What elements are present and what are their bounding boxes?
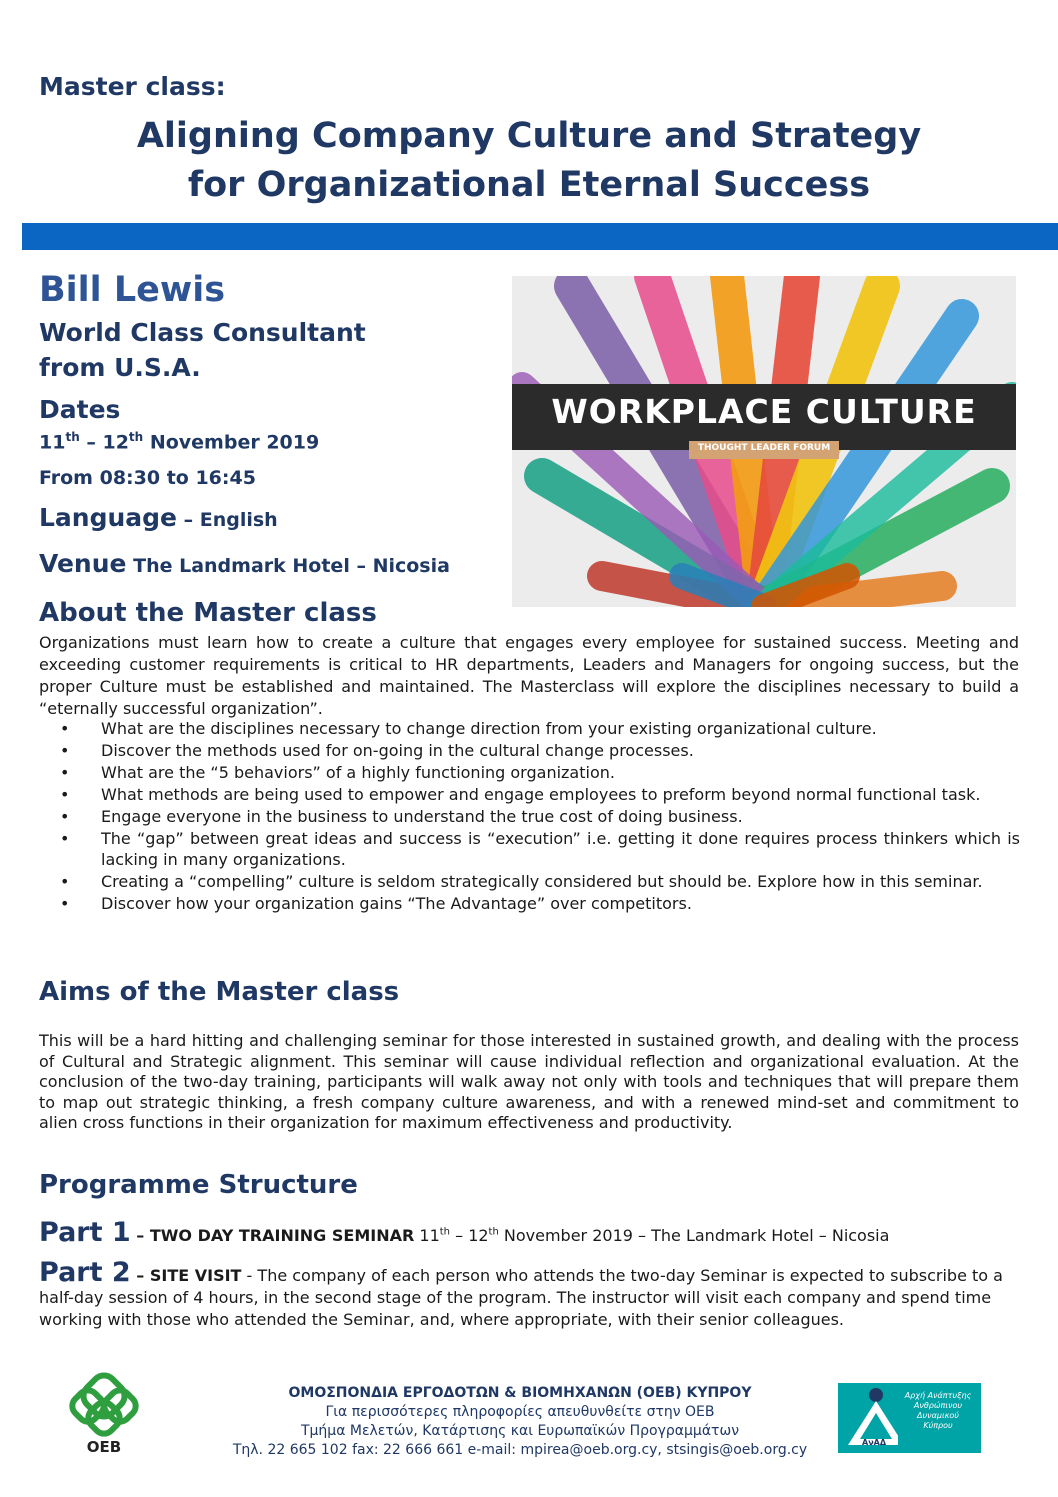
time-text: From 08:30 to 16:45 [39,467,256,489]
programme-part-1 [39,1217,1029,1248]
about-heading: About the Master class [39,598,377,628]
bullet-text: What are the “5 behaviors” of a highly functioning organization. [101,763,615,782]
bullet-text: Creating a “compelling” culture is seldom strategically considered but should be. Explore how in this seminar. [101,872,983,891]
part-2-dash: – [130,1266,150,1285]
dates-sup-2: th [128,430,144,444]
part-2-label: Part 2 [39,1257,131,1288]
bullet-icon: • [60,719,70,738]
list-item [60,893,1020,914]
bullet-text: What methods are being used to empower and engage employees to preform beyond normal functional task. [101,785,981,804]
bullet-text: What are the disciplines necessary to change direction from your existing organizational culture. [101,719,877,738]
list-item [60,871,1020,892]
bullet-icon: • [60,872,70,891]
header-divider-bar [22,223,1058,250]
part-1-sup-2: th [488,1226,499,1238]
anad-line-1: Αρχή Ανάπτυξης [904,1391,972,1400]
master-class-label: Master class: [39,72,226,101]
part-1-keyword: TWO DAY TRAINING SEMINAR [149,1226,415,1245]
aims-paragraph: This will be a hard hitting and challenging seminar for those interested in sustained growth, and dealing with the process of Cultural and Strategic alignment. This seminar will cause individual reflection and organizational evaluation. At the conclusion of the two-day training, participants will walk away not only with tools and techniques that will prepare them to map out strategic thinking, a fresh company culture awareness, and with a renewed mind-set and commitment to alien cross functions in their organization for maximum effectiveness and productivity. [39,1031,1019,1132]
anad-logo [838,1383,981,1453]
about-bullet-list [60,718,1020,915]
dates-day-2: 12 [102,431,129,454]
list-item [60,828,1020,870]
image-title: WORKPLACE CULTURE [551,392,977,431]
presenter-name: Bill Lewis [39,270,226,310]
bullet-text: Discover the methods used for on-going in the cultural change processes. [101,741,694,760]
language-line [39,503,278,532]
part-1-sup-1: th [439,1226,451,1238]
list-item [60,806,1020,827]
anad-line-3: Δυναμικού [917,1411,959,1420]
list-item [60,740,1020,761]
part-2-keyword: SITE VISIT [149,1266,242,1285]
bullet-text: Engage everyone in the business to understand the true cost of doing business. [101,807,743,826]
language-value: – English [177,509,278,531]
dates-heading: Dates [39,395,121,424]
oeb-knot-icon [64,1372,144,1442]
image-subtitle: THOUGHT LEADER FORUM [697,443,831,453]
page-title [0,112,1058,210]
dates-month-year: November 2019 [143,431,320,454]
programme-heading: Programme Structure [39,1170,358,1200]
language-label: Language [39,503,178,532]
anad-line-2: Ανθρώπινου [913,1401,963,1410]
dates-sup-1: th [65,430,80,444]
footer-contact [190,1384,850,1460]
anad-abbr: ΑνΑΔ [862,1438,887,1447]
list-item [60,762,1020,783]
footer-line-4: Τηλ. 22 665 102 fax: 22 666 661 e-mail: mpirea@oeb.org.cy, stsingis@oeb.org.cy [232,1442,808,1458]
footer-line-3: Τμήμα Μελετών, Κατάρτισης και Ευρωπαϊκών Προγραμμάτων [300,1423,740,1439]
bullet-text: The “gap” between great ideas and success is “execution” i.e. getting it done requires process thinkers which is lacking in many organizations. [101,829,1020,869]
about-paragraph: Organizations must learn how to create a culture that engages every employee for sustained success. Meeting and exceeding customer requirements is critical to HR departments, Leaders and Managers for ongoing success, but the proper Culture must be established and maintained. The Masterclass will explore the disciplines necessary to build a “eternally successful organization”. [39,633,1019,718]
anad-text [898,1391,978,1431]
part-1-day-1: 11 [414,1226,440,1245]
bullet-icon: • [60,807,70,826]
presenter-role [39,315,499,385]
dates-day-1: 11 [39,431,66,454]
presenter-role-line-1: World Class Consultant [39,318,366,347]
bullet-icon: • [60,763,70,782]
bullet-text: Discover how your organization gains “The Advantage” over competitors. [101,894,692,913]
venue-label: Venue [39,549,127,578]
list-item [60,784,1020,805]
list-item [60,718,1020,739]
presenter-role-line-2: from U.S.A. [39,353,201,382]
oeb-logo-text: OEB [86,1438,122,1456]
part-1-dash: – [130,1226,150,1245]
footer-organisation: ΟΜΟΣΠΟΝΔΙΑ ΕΡΓΟΔΟΤΩΝ & ΒΙΟΜΗΧΑΝΩΝ (ΟΕΒ) ΚΥΠΡΟΥ [288,1385,752,1401]
venue-value: The Landmark Hotel – Nicosia [126,555,450,577]
anad-line-4: Κύπρου [923,1421,953,1430]
footer-line-2: Για περισσότερες πληροφορίες απευθυνθείτε στην ΟΕΒ [325,1404,715,1420]
venue-line [39,549,450,578]
title-line-2: for Organizational Eternal Success [187,165,871,205]
dates-text [39,430,319,453]
bullet-icon: • [60,741,70,760]
aims-heading: Aims of the Master class [39,977,400,1007]
bullet-icon: • [60,785,70,804]
programme-part-2 [39,1257,1019,1331]
part-1-label: Part 1 [39,1217,131,1248]
bullet-icon: • [60,829,70,848]
part-1-mid: – 12 [450,1226,489,1245]
part-1-rest: November 2019 – The Landmark Hotel – Nicosia [498,1226,890,1245]
part-2-text: - The company of each person who attends the two-day Seminar is expected to subscribe to a half-day session of 4 hours, in the second stage of the program. The instructor will visit each company and spend time working with those who attended the Seminar, and, where appropriate, with their senior colleagues. [39,1266,1003,1329]
bullet-icon: • [60,894,70,913]
workplace-culture-image [512,276,1016,607]
title-line-1: Aligning Company Culture and Strategy [136,116,922,156]
dates-dash: – [79,431,103,454]
